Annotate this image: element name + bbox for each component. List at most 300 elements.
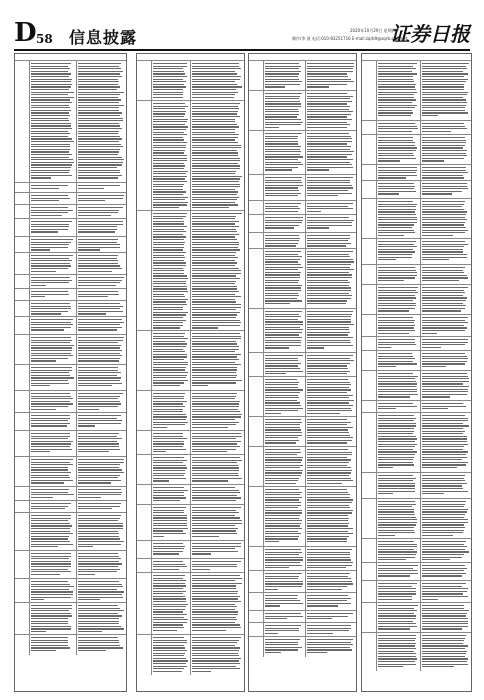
text-line — [265, 413, 281, 414]
text-line — [78, 282, 120, 283]
text-line — [378, 524, 416, 525]
text-line — [422, 361, 467, 362]
text-line — [265, 272, 301, 273]
text-line — [422, 605, 464, 606]
text-line — [192, 139, 235, 140]
text-line — [307, 66, 354, 67]
text-line — [153, 268, 183, 269]
text-line — [31, 71, 68, 72]
text-line — [31, 136, 68, 137]
text-line — [422, 66, 466, 67]
text-line — [192, 173, 235, 174]
table-row — [249, 352, 356, 377]
text-line — [378, 605, 418, 606]
text-line — [307, 287, 351, 288]
text-line — [265, 86, 285, 87]
text-line — [422, 391, 468, 392]
text-line — [78, 599, 100, 600]
text-line — [378, 275, 417, 276]
text-line — [153, 116, 184, 117]
text-line — [192, 596, 240, 597]
text-line — [422, 664, 468, 665]
text-line — [78, 239, 118, 240]
text-line — [153, 419, 186, 420]
text-line — [31, 118, 68, 119]
text-line — [153, 226, 187, 227]
text-line — [265, 280, 299, 281]
text-line — [378, 170, 417, 171]
text-line — [307, 639, 353, 640]
text-line — [422, 175, 463, 176]
text-line — [378, 618, 416, 619]
text-line — [192, 268, 239, 269]
text-line — [265, 345, 301, 346]
text-line — [265, 136, 298, 137]
text-line — [153, 204, 187, 205]
text-line — [265, 499, 299, 500]
text-line — [307, 324, 354, 325]
row-number-cell — [362, 499, 377, 539]
cell-divider — [420, 337, 421, 351]
text-line — [78, 347, 120, 348]
text-line — [378, 378, 415, 379]
text-line — [378, 320, 415, 321]
text-line — [307, 413, 340, 414]
text-line — [31, 291, 68, 292]
text-line — [378, 559, 406, 560]
text-line — [422, 493, 444, 494]
text-line — [153, 242, 185, 243]
text-line — [153, 528, 188, 529]
text-line — [265, 518, 299, 519]
text-line — [192, 487, 235, 488]
text-line — [31, 268, 68, 269]
text-line — [422, 449, 463, 450]
text-line — [265, 465, 303, 466]
text-line — [422, 593, 463, 594]
text-line — [265, 538, 298, 539]
text-line — [153, 593, 183, 594]
cell-divider — [76, 487, 77, 501]
text-line — [192, 403, 239, 404]
text-line — [31, 340, 72, 341]
text-line — [78, 518, 120, 519]
text-line — [422, 623, 468, 624]
text-line — [192, 158, 240, 159]
text-line — [31, 215, 62, 216]
table-row — [137, 60, 244, 101]
text-line — [307, 625, 351, 626]
text-line — [422, 219, 467, 220]
text-line — [153, 546, 185, 547]
text-line — [153, 443, 184, 444]
text-line — [78, 311, 123, 312]
text-line — [422, 506, 464, 507]
text-line — [422, 358, 468, 359]
text-line — [378, 140, 413, 141]
text-line — [378, 217, 417, 218]
text-line — [192, 341, 236, 342]
text-line — [307, 164, 352, 165]
text-line — [153, 566, 187, 567]
text-line — [307, 562, 353, 563]
text-line — [422, 230, 468, 231]
text-line — [192, 398, 235, 399]
text-line — [265, 141, 298, 142]
cell-divider — [305, 201, 306, 215]
text-line — [378, 308, 415, 309]
text-line — [307, 616, 348, 617]
text-line — [192, 622, 235, 623]
row-number-cell — [362, 371, 377, 401]
row-number-cell — [249, 637, 264, 657]
text-line — [422, 530, 464, 531]
text-line — [307, 581, 352, 582]
text-line — [307, 533, 353, 534]
issue-date: 2020年10月29日 星期四 — [350, 28, 396, 33]
text-line — [153, 473, 185, 474]
text-line — [78, 608, 120, 609]
text-line — [31, 423, 70, 424]
text-line — [153, 283, 186, 284]
text-line — [307, 109, 349, 110]
text-line — [265, 618, 287, 619]
cell-divider — [420, 581, 421, 603]
text-line — [422, 147, 463, 148]
text-line — [265, 598, 297, 599]
text-line — [153, 68, 183, 69]
text-line — [378, 89, 416, 90]
text-line — [192, 354, 241, 355]
text-line — [78, 296, 108, 297]
text-line — [378, 583, 417, 584]
text-line — [378, 177, 406, 178]
text-line — [192, 451, 227, 452]
text-line — [378, 544, 417, 545]
table-row — [249, 130, 356, 175]
text-line — [265, 321, 303, 322]
text-line — [31, 313, 61, 314]
text-line — [265, 101, 300, 102]
text-line — [378, 541, 414, 542]
text-line — [31, 97, 74, 98]
text-line — [378, 391, 417, 392]
article-column-3 — [248, 53, 357, 692]
text-line — [31, 249, 50, 250]
text-line — [78, 342, 118, 343]
text-line — [422, 586, 462, 587]
text-line — [422, 483, 467, 484]
text-line — [192, 580, 235, 581]
table-row — [15, 578, 126, 603]
text-line — [422, 272, 464, 273]
text-line — [78, 637, 118, 638]
row-number-cell — [249, 175, 264, 201]
text-line — [192, 359, 239, 360]
text-line — [78, 594, 122, 595]
text-line — [422, 559, 450, 560]
text-line — [378, 209, 416, 210]
text-line — [31, 401, 70, 402]
text-line — [422, 241, 465, 242]
text-line — [153, 451, 166, 452]
text-line — [192, 270, 241, 271]
text-line — [153, 202, 188, 203]
text-line — [153, 343, 187, 344]
text-line — [265, 114, 299, 115]
text-line — [192, 301, 236, 302]
text-line — [153, 346, 186, 347]
table-row — [137, 484, 244, 505]
text-line — [153, 325, 183, 326]
text-line — [192, 257, 238, 258]
text-line — [31, 623, 68, 624]
text-line — [422, 648, 465, 649]
text-line — [78, 525, 123, 526]
text-line — [307, 502, 352, 503]
text-line — [153, 338, 188, 339]
text-line — [378, 71, 412, 72]
text-line — [265, 395, 298, 396]
text-line — [78, 327, 122, 328]
text-line — [192, 163, 238, 164]
text-line — [265, 180, 301, 181]
text-line — [378, 99, 416, 100]
text-line — [378, 638, 416, 639]
text-line — [78, 157, 122, 158]
text-line — [192, 150, 237, 151]
text-line — [153, 113, 185, 114]
text-line — [378, 211, 415, 212]
table-row — [362, 350, 471, 371]
text-line — [31, 353, 71, 354]
text-line — [422, 431, 465, 432]
text-line — [378, 373, 413, 374]
text-line — [307, 337, 353, 338]
text-line — [307, 269, 354, 270]
text-line — [192, 273, 241, 274]
text-line — [265, 103, 301, 104]
text-line — [153, 433, 183, 434]
text-line — [78, 141, 119, 142]
text-line — [153, 239, 184, 240]
text-line — [265, 324, 303, 325]
row-number-cell — [362, 165, 377, 181]
row-number-cell — [249, 623, 264, 637]
text-line — [153, 178, 185, 179]
text-line — [78, 489, 121, 490]
text-line — [378, 155, 414, 156]
table-row — [249, 622, 356, 637]
text-line — [422, 425, 469, 426]
text-line — [31, 396, 71, 397]
text-line — [78, 271, 112, 272]
text-line — [192, 204, 238, 205]
text-line — [192, 364, 241, 365]
row-number-cell — [249, 487, 264, 547]
text-line — [31, 610, 69, 611]
text-line — [78, 640, 119, 641]
cell-divider — [76, 635, 77, 655]
text-line — [378, 425, 416, 426]
text-line — [192, 443, 237, 444]
text-line — [31, 615, 72, 616]
text-line — [422, 140, 466, 141]
text-line — [265, 549, 301, 550]
text-line — [378, 517, 416, 518]
text-line — [422, 645, 468, 646]
text-line — [192, 84, 237, 85]
text-line — [192, 286, 237, 287]
cell-divider — [305, 353, 306, 377]
text-line — [31, 347, 72, 348]
text-line — [265, 492, 302, 493]
text-line — [378, 615, 416, 616]
text-line — [153, 307, 183, 308]
text-line — [378, 599, 412, 600]
text-line — [307, 264, 351, 265]
text-line — [378, 175, 417, 176]
text-line — [422, 653, 466, 654]
text-line — [265, 259, 300, 260]
text-line — [153, 553, 179, 554]
text-line — [78, 610, 124, 611]
cell-divider — [190, 559, 191, 573]
text-line — [265, 76, 298, 77]
text-line — [192, 79, 240, 80]
text-line — [192, 655, 239, 656]
text-line — [265, 342, 301, 343]
text-line — [307, 73, 347, 74]
table-row — [137, 100, 244, 211]
text-line — [307, 122, 347, 123]
text-line — [422, 418, 468, 419]
text-line — [192, 480, 228, 481]
text-line — [192, 252, 236, 253]
text-line — [378, 436, 416, 437]
text-line — [265, 480, 298, 481]
text-line — [153, 197, 188, 198]
article-column-4 — [361, 53, 472, 692]
text-line — [31, 81, 71, 82]
text-line — [153, 512, 184, 513]
text-line — [153, 530, 183, 531]
text-line — [192, 165, 240, 166]
row-number-cell — [15, 237, 30, 253]
text-line — [153, 507, 186, 508]
text-line — [192, 497, 241, 498]
text-line — [422, 478, 464, 479]
text-line — [31, 546, 58, 547]
text-line — [307, 227, 329, 228]
text-line — [378, 280, 404, 281]
text-line — [192, 191, 238, 192]
text-line — [307, 76, 348, 77]
text-line — [192, 147, 241, 148]
text-line — [265, 419, 301, 420]
text-line — [307, 628, 351, 629]
text-line — [265, 639, 300, 640]
cell-divider — [190, 391, 191, 431]
text-line — [422, 290, 464, 291]
text-line — [422, 97, 463, 98]
text-line — [378, 361, 413, 362]
text-line — [192, 194, 237, 195]
table-row — [137, 430, 244, 455]
text-line — [422, 546, 467, 547]
cell-divider — [420, 285, 421, 315]
text-line — [153, 137, 183, 138]
text-line — [153, 380, 188, 381]
text-line — [153, 588, 183, 589]
row-number-cell — [137, 573, 152, 635]
table-row — [137, 454, 244, 485]
row-number-cell — [15, 551, 30, 579]
text-line — [422, 383, 463, 384]
text-line — [422, 621, 468, 622]
text-line — [378, 408, 396, 409]
text-line — [307, 293, 349, 294]
text-line — [153, 184, 184, 185]
cell-divider — [190, 573, 191, 635]
text-line — [422, 565, 465, 566]
text-line — [31, 472, 71, 473]
text-line — [378, 126, 417, 127]
text-line — [378, 333, 409, 334]
text-line — [78, 172, 120, 173]
text-line — [378, 66, 413, 67]
text-line — [78, 188, 104, 189]
text-line — [153, 145, 186, 146]
text-line — [153, 92, 183, 93]
text-line — [307, 311, 353, 312]
text-line — [153, 124, 185, 125]
text-line — [378, 394, 418, 395]
text-line — [192, 427, 228, 428]
row-number-cell — [362, 413, 377, 473]
text-line — [265, 293, 298, 294]
text-line — [78, 340, 123, 341]
text-line — [78, 506, 120, 507]
text-line — [378, 290, 416, 291]
text-line — [422, 344, 465, 345]
text-line — [307, 101, 352, 102]
text-line — [31, 172, 69, 173]
text-line — [378, 610, 417, 611]
text-line — [378, 648, 416, 649]
text-line — [192, 121, 235, 122]
text-line — [153, 257, 185, 258]
text-line — [153, 660, 188, 661]
text-line — [378, 459, 413, 460]
text-line — [265, 287, 301, 288]
text-line — [422, 158, 464, 159]
text-line — [422, 532, 463, 533]
table-row — [362, 580, 471, 603]
table-row — [249, 214, 356, 233]
text-line — [265, 368, 300, 369]
table-row — [362, 180, 471, 199]
text-line — [78, 494, 121, 495]
text-line — [265, 327, 300, 328]
text-line — [31, 355, 73, 356]
text-line — [265, 227, 294, 228]
table-row — [249, 90, 356, 131]
text-line — [153, 262, 186, 263]
row-number-cell — [362, 121, 377, 135]
text-line — [265, 483, 296, 484]
text-line — [31, 584, 70, 585]
